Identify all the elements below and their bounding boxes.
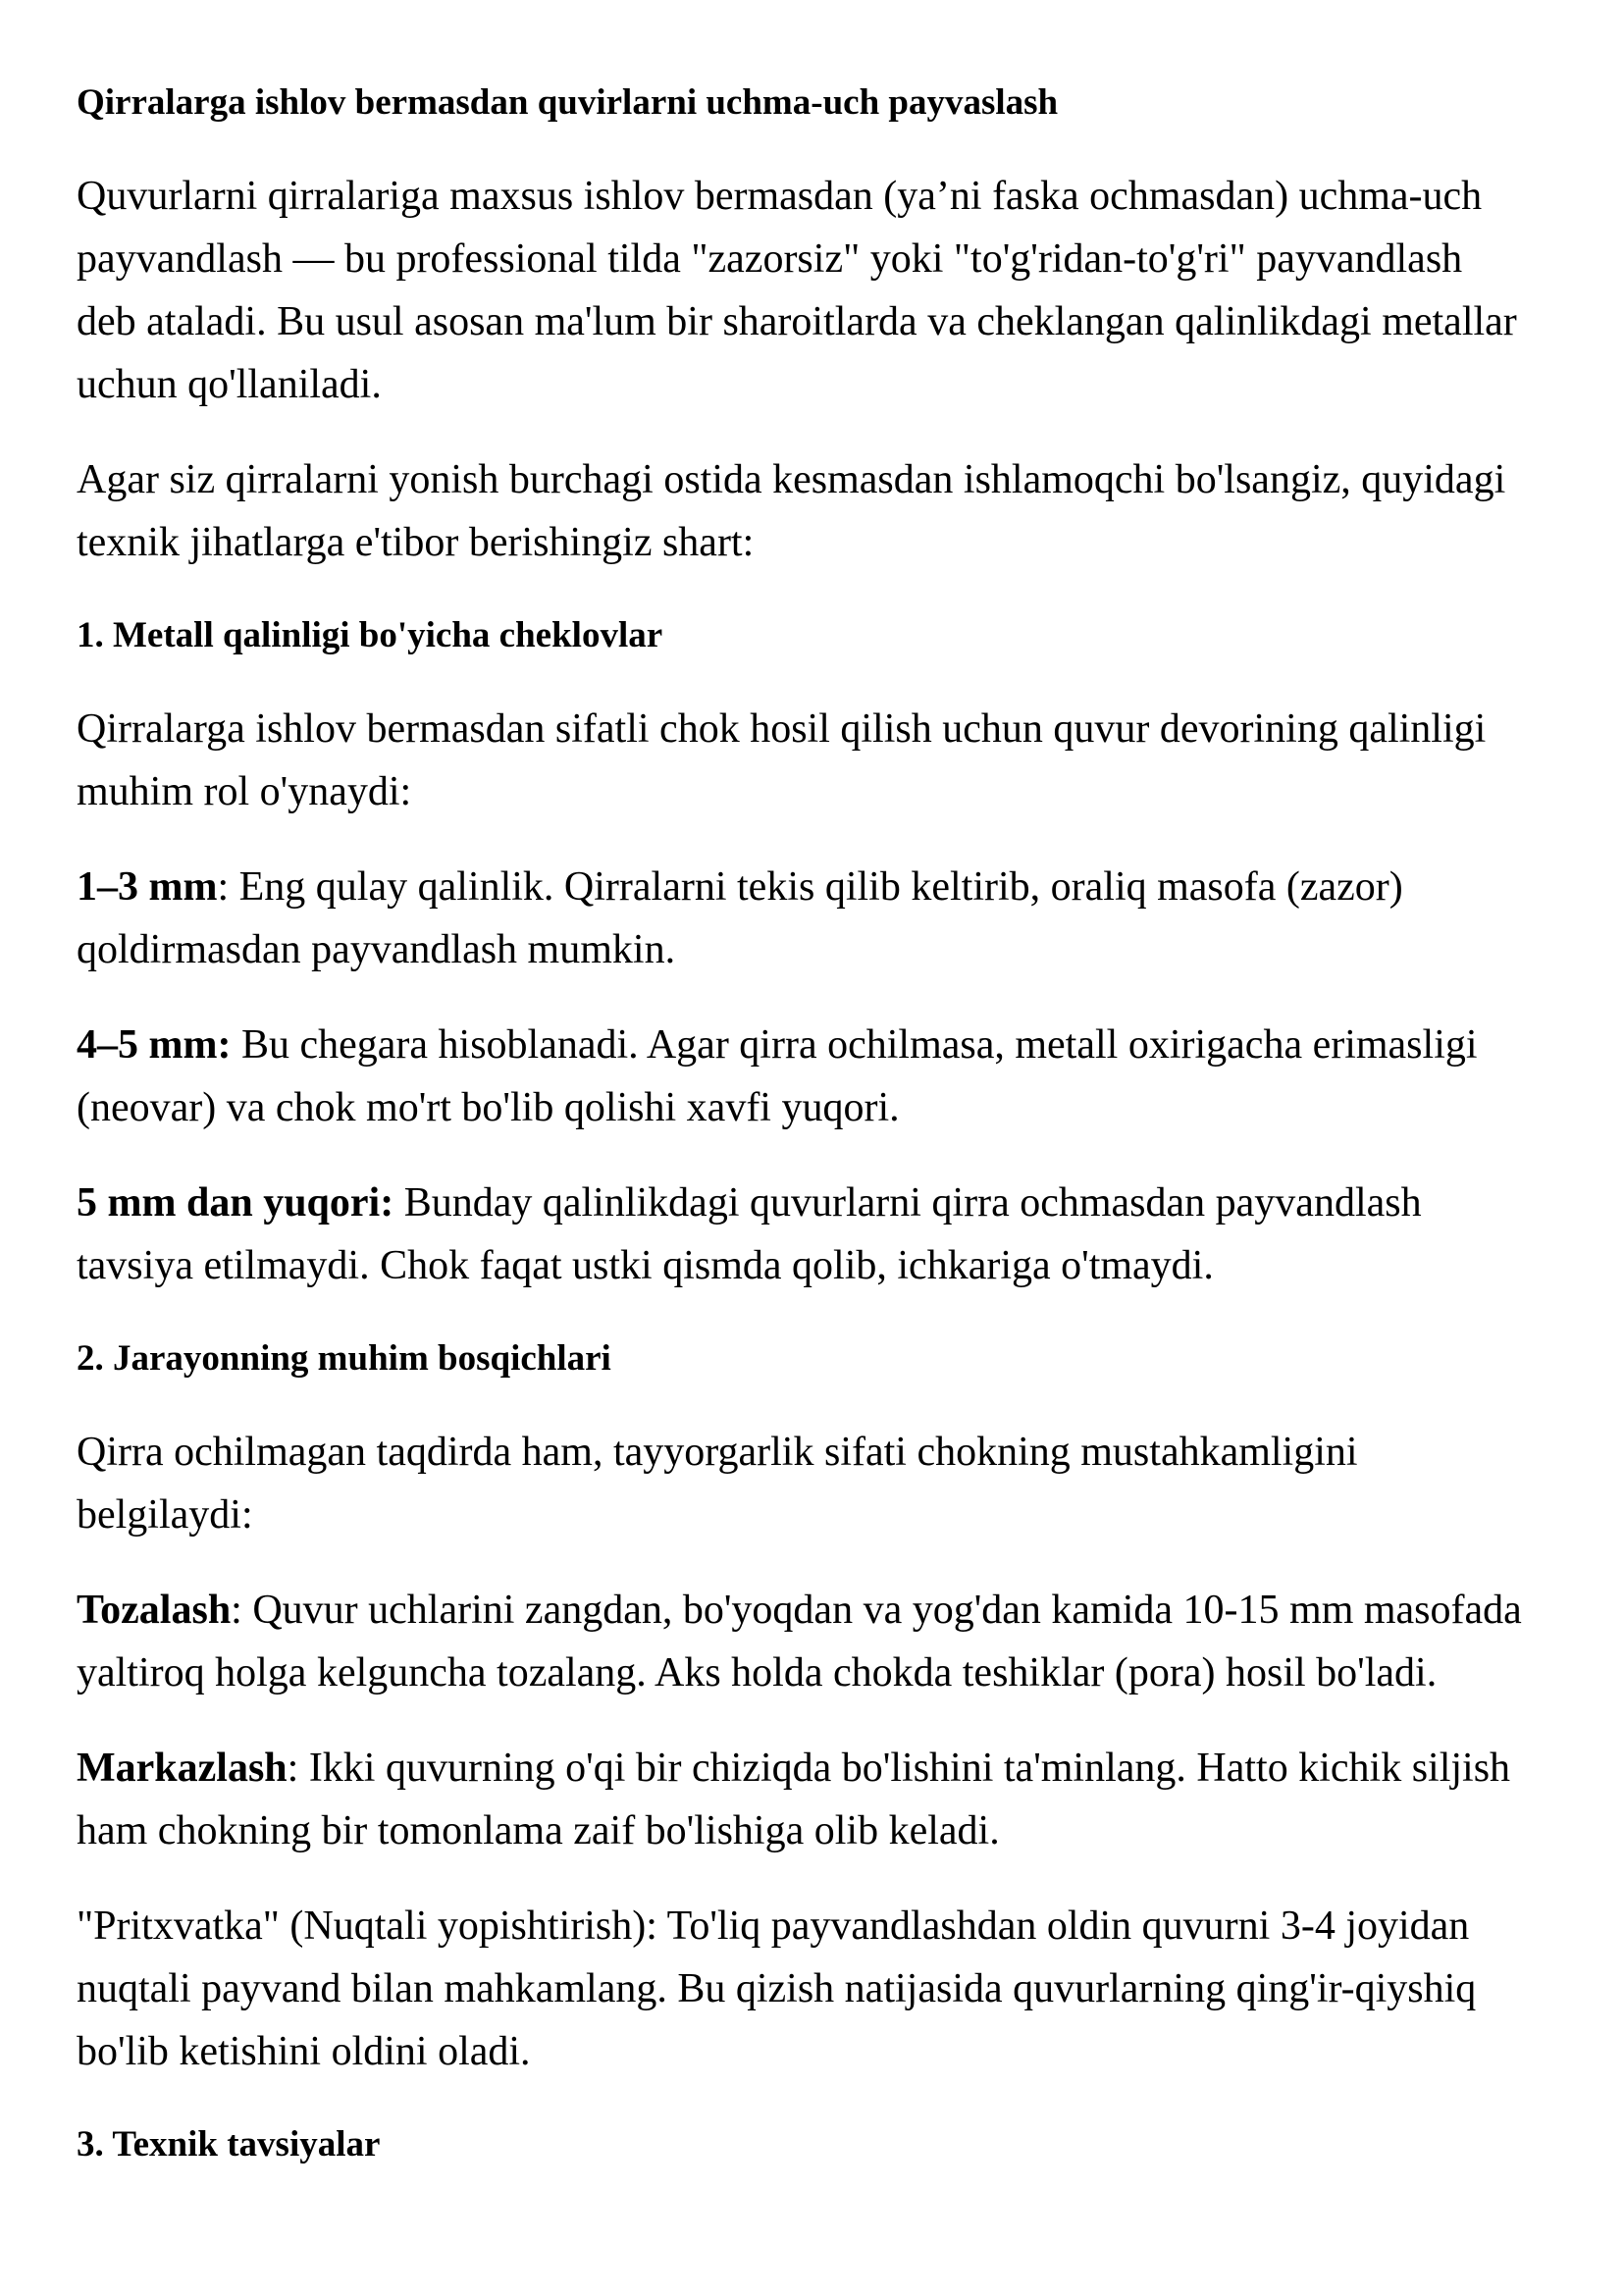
thickness-item-4-5mm [77, 1014, 1529, 1139]
item-text: Bunday qalinlikdagi quvurlarni qirra ochmasdan payvandlash tavsiya etilmaydi. Chok faqat ustki qismda qolib, ichkariga o'tmaydi. [77, 1180, 1422, 1288]
item-term: Tozalash [77, 1588, 232, 1633]
section-1-heading: 1. Metall qalinligi bo'yicha cheklovlar [77, 615, 663, 655]
section-1-lead: Qirralarga ishlov bermasdan sifatli chok hosil qilish uchun quvur devorining qalinligi muhim rol o'ynaydi: [77, 706, 1487, 814]
item-text: : Ikki quvurning o'qi bir chiziqda bo'lishini ta'minlang. Hatto kichik siljish ham chokning bir tomonlama zaif bo'lishiga olib keladi. [77, 1746, 1511, 1853]
item-term: Markazlash [77, 1746, 288, 1791]
document-page [77, 80, 1529, 2167]
section-3-heading: 3. Texnik tavsiyalar [77, 2124, 381, 2165]
item-text: : Quvur uchlarini zangdan, bo'yoqdan va yog'dan kamida 10-15 mm masofada yaltiroq holga kelguncha tozalang. Aks holda chokda teshiklar (pora) hosil bo'ladi. [77, 1588, 1522, 1695]
item-term: 5 mm dan yuqori: [77, 1180, 394, 1226]
thickness-item-1-3mm [77, 856, 1529, 981]
item-text: Bu chegara hisoblanadi. Agar qirra ochilmasa, metall oxirigacha erimasligi (neovar) va chok mo'rt bo'lib qolishi xavfi yuqori. [77, 1022, 1478, 1130]
step-centering [77, 1737, 1529, 1862]
document-title: Qirralarga ishlov bermasdan quvirlarni uchma-uch payvaslash [77, 82, 1059, 123]
intro-paragraph-2: Agar siz qirralarni yonish burchagi ostida kesmasdan ishlamoqchi bo'lsangiz, quyidagi texnik jihatlarga e'tibor berishingiz shart: [77, 457, 1506, 565]
step-cleaning [77, 1579, 1529, 1704]
step-tack-welding: "Pritxvatka" (Nuqtali yopishtirish): To'liq payvandlashdan oldin quvurni 3-4 joyidan nuqtali payvand bilan mahkamlang. Bu qizish natijasida quvurlarning qing'ir-qiyshiq bo'lib ketishini oldini oladi. [77, 1904, 1477, 2074]
item-text: : Eng qulay qalinlik. Qirralarni tekis qilib keltirib, oraliq masofa (zazor) qoldirmasdan payvandlash mumkin. [77, 864, 1403, 972]
section-2-lead: Qirra ochilmagan taqdirda ham, tayyorgarlik sifati chokning mustahkamligini belgilaydi: [77, 1430, 1358, 1538]
intro-paragraph-1: Quvurlarni qirralariga maxsus ishlov bermasdan (ya’ni faska ochmasdan) uchma-uch payvandlash — bu professional tilda "zazorsiz" yoki "to'g'ridan-to'g'ri" payvandlash deb ataladi. Bu usul asosan ma'lum bir sharoitlarda va cheklangan qalinlikdagi metallar uchun qo'llaniladi. [77, 174, 1517, 407]
item-term: 4–5 mm: [77, 1022, 232, 1068]
thickness-item-over-5mm [77, 1172, 1529, 1297]
item-term: 1–3 mm [77, 864, 218, 910]
section-2-heading: 2. Jarayonning muhim bosqichlari [77, 1338, 611, 1379]
